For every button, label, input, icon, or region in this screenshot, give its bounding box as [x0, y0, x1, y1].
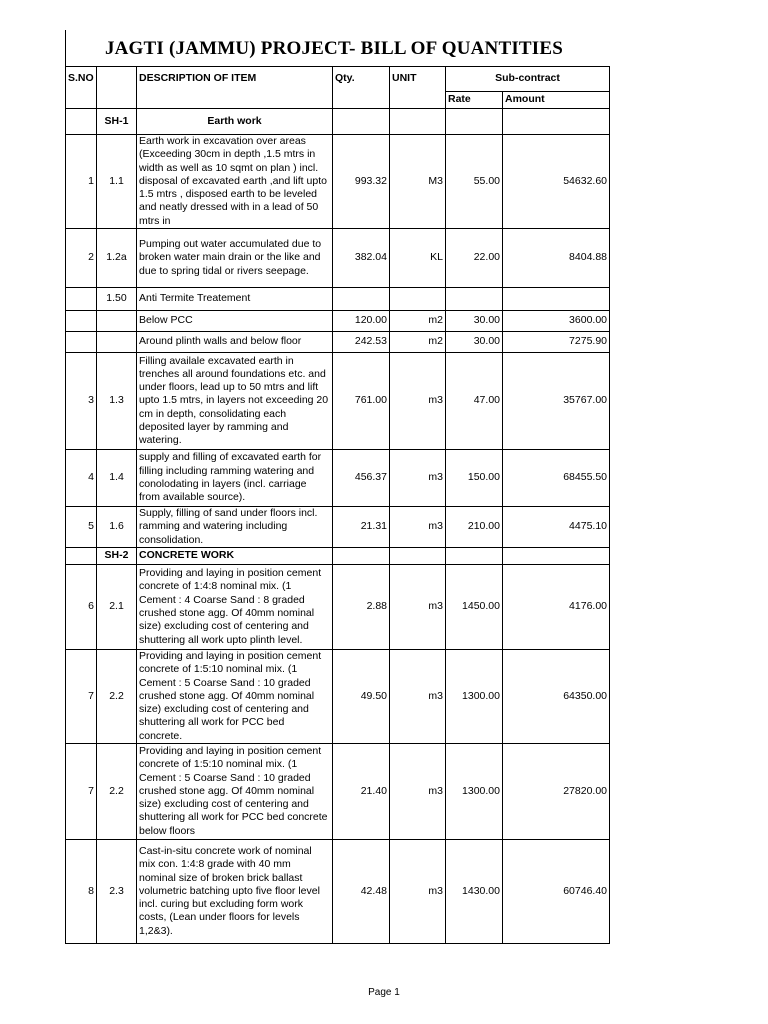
table-row: [66, 564, 610, 649]
unit-cell: m3: [390, 744, 446, 840]
qty-cell: 21.40: [333, 744, 390, 840]
qty-cell: 42.48: [333, 840, 390, 944]
unit-cell: [390, 547, 446, 564]
amount-cell: [503, 288, 610, 311]
qty-cell: 21.31: [333, 507, 390, 548]
table-row: [66, 332, 610, 353]
amount-cell: [503, 547, 610, 564]
sno-cell: [66, 547, 97, 564]
description-cell: Providing and laying in position cement concrete of 1:5:10 nominal mix. (1 Cement : 5 Coarse Sand : 10 graded crushed stone agg. Of 40mm nominal size) excluding cost of centering and shuttering all work for PCC bed concrete.: [137, 649, 333, 743]
item-code-cell: 2.2: [97, 649, 137, 743]
sno-cell: 3: [66, 353, 97, 450]
qty-cell: [333, 288, 390, 311]
sno-cell: [66, 332, 97, 353]
unit-cell: m2: [390, 311, 446, 332]
rate-cell: 30.00: [446, 332, 503, 353]
rate-cell: 1300.00: [446, 649, 503, 743]
description-cell: Earth work in excavation over areas (Exceeding 30cm in depth ,1.5 mtrs in width as well as 10 sqmt on plan ) incl. disposal of excavated earth ,and lift upto 1.5 mtrs , disposed earth to be leveled and neatly dressed with in a lead of 50 mtrs in: [137, 135, 333, 229]
amount-cell: 64350.00: [503, 649, 610, 743]
qty-cell: 993.32: [333, 135, 390, 229]
rate-cell: 1300.00: [446, 744, 503, 840]
amount-cell: 3600.00: [503, 311, 610, 332]
document-title: JAGTI (JAMMU) PROJECT- BILL OF QUANTITIES: [104, 38, 564, 59]
amount-cell: 27820.00: [503, 744, 610, 840]
qty-header: Qty.: [333, 67, 390, 109]
rate-cell: 150.00: [446, 450, 503, 507]
unit-cell: m3: [390, 450, 446, 507]
rate-header: Rate: [446, 92, 503, 109]
table-row: [66, 109, 610, 135]
description-cell: CONCRETE WORK: [137, 547, 333, 564]
item-code-cell: 2.2: [97, 744, 137, 840]
sno-cell: 8: [66, 840, 97, 944]
table-row: [66, 547, 610, 564]
description-cell: Supply, filling of sand under floors incl. ramming and watering including consolidation.: [137, 507, 333, 548]
rate-cell: 47.00: [446, 353, 503, 450]
rate-cell: [446, 288, 503, 311]
description-cell: Cast-in-situ concrete work of nominal mix con. 1:4:8 grade with 40 mm nominal size of broken brick ballast volumetric batching upto five floor level incl. curing but excluding form work costs, (Lean under floors for levels 1,2&3).: [137, 840, 333, 944]
sno-cell: 7: [66, 744, 97, 840]
sno-cell: 1: [66, 135, 97, 229]
table-row: [66, 840, 610, 944]
table-row: [66, 507, 610, 548]
description-cell: Providing and laying in position cement concrete of 1:4:8 nominal mix. (1 Cement : 4 Coarse Sand : 8 graded crushed stone agg. Of 40mm nominal size) excluding cost of centering and shuttering all work upto plinth level.: [137, 564, 333, 649]
description-cell: Earth work: [137, 109, 333, 135]
unit-cell: m3: [390, 649, 446, 743]
qty-cell: 120.00: [333, 311, 390, 332]
amount-header: Amount: [503, 92, 610, 109]
table-row: [66, 229, 610, 288]
unit-cell: [390, 109, 446, 135]
qty-cell: 456.37: [333, 450, 390, 507]
item-code-cell: 1.3: [97, 353, 137, 450]
item-code-cell: [97, 311, 137, 332]
unit-header: UNIT: [390, 67, 446, 109]
sno-cell: [66, 288, 97, 311]
qty-cell: 382.04: [333, 229, 390, 288]
qty-cell: 49.50: [333, 649, 390, 743]
item-code-cell: 1.4: [97, 450, 137, 507]
unit-cell: KL: [390, 229, 446, 288]
item-code-cell: [97, 332, 137, 353]
sno-cell: [66, 311, 97, 332]
unit-cell: M3: [390, 135, 446, 229]
description-cell: Pumping out water accumulated due to broken water main drain or the like and due to spring tidal or rivers seepage.: [137, 229, 333, 288]
qty-cell: 242.53: [333, 332, 390, 353]
rate-cell: [446, 109, 503, 135]
table-row: [66, 744, 610, 840]
unit-cell: m3: [390, 507, 446, 548]
description-cell: Anti Termite Treatement: [137, 288, 333, 311]
unit-cell: m2: [390, 332, 446, 353]
rate-cell: 1430.00: [446, 840, 503, 944]
amount-cell: [503, 109, 610, 135]
sno-cell: 6: [66, 564, 97, 649]
rate-cell: 22.00: [446, 229, 503, 288]
sno-cell: 4: [66, 450, 97, 507]
amount-cell: 68455.50: [503, 450, 610, 507]
description-cell: Below PCC: [137, 311, 333, 332]
sno-cell: [66, 109, 97, 135]
item-code-cell: SH-2: [97, 547, 137, 564]
rate-cell: 1450.00: [446, 564, 503, 649]
table-row: [66, 649, 610, 743]
sno-header: S.NO: [66, 67, 97, 109]
table-row: [66, 135, 610, 229]
amount-cell: 4475.10: [503, 507, 610, 548]
item-code-cell: 1.50: [97, 288, 137, 311]
qty-cell: [333, 547, 390, 564]
page-footer: Page 1: [368, 987, 400, 998]
sno-cell: 5: [66, 507, 97, 548]
unit-cell: m3: [390, 564, 446, 649]
description-header: DESCRIPTION OF ITEM: [137, 67, 333, 109]
qty-cell: 2.88: [333, 564, 390, 649]
sno-cell: 2: [66, 229, 97, 288]
bill-of-quantities-table: [65, 66, 610, 944]
code-header: [97, 67, 137, 109]
rate-cell: 55.00: [446, 135, 503, 229]
item-code-cell: 2.3: [97, 840, 137, 944]
rate-cell: [446, 547, 503, 564]
amount-cell: 7275.90: [503, 332, 610, 353]
subcontract-header: Sub-contract: [446, 67, 610, 92]
item-code-cell: 1.6: [97, 507, 137, 548]
amount-cell: 60746.40: [503, 840, 610, 944]
item-code-cell: 2.1: [97, 564, 137, 649]
unit-cell: m3: [390, 840, 446, 944]
item-code-cell: 1.1: [97, 135, 137, 229]
rate-cell: 210.00: [446, 507, 503, 548]
description-cell: Filling availale excavated earth in trenches all around foundations etc. and under floors, lead up to 50 mtrs and lift upto 1.5 mtrs, in layers not exceeding 20 cm in depth, consolidating each deposited layer by ramming and watering.: [137, 353, 333, 450]
description-cell: supply and filling of excavated earth for filling including ramming watering and conolodating in layers (incl. carriage from available source).: [137, 450, 333, 507]
header-row-1: [66, 67, 610, 92]
item-code-cell: 1.2a: [97, 229, 137, 288]
description-cell: Providing and laying in position cement concrete of 1:5:10 nominal mix. (1 Cement : 5 Coarse Sand : 10 graded crushed stone agg. Of 40mm nominal size) excluding cost of centering and shuttering all work for PCC bed concrete below floors: [137, 744, 333, 840]
qty-cell: [333, 109, 390, 135]
amount-cell: 35767.00: [503, 353, 610, 450]
table-row: [66, 288, 610, 311]
amount-cell: 8404.88: [503, 229, 610, 288]
item-code-cell: SH-1: [97, 109, 137, 135]
sno-cell: 7: [66, 649, 97, 743]
table-row: [66, 450, 610, 507]
unit-cell: [390, 288, 446, 311]
rate-cell: 30.00: [446, 311, 503, 332]
table-row: [66, 311, 610, 332]
qty-cell: 761.00: [333, 353, 390, 450]
amount-cell: 4176.00: [503, 564, 610, 649]
amount-cell: 54632.60: [503, 135, 610, 229]
description-cell: Around plinth walls and below floor: [137, 332, 333, 353]
unit-cell: m3: [390, 353, 446, 450]
table-row: [66, 353, 610, 450]
